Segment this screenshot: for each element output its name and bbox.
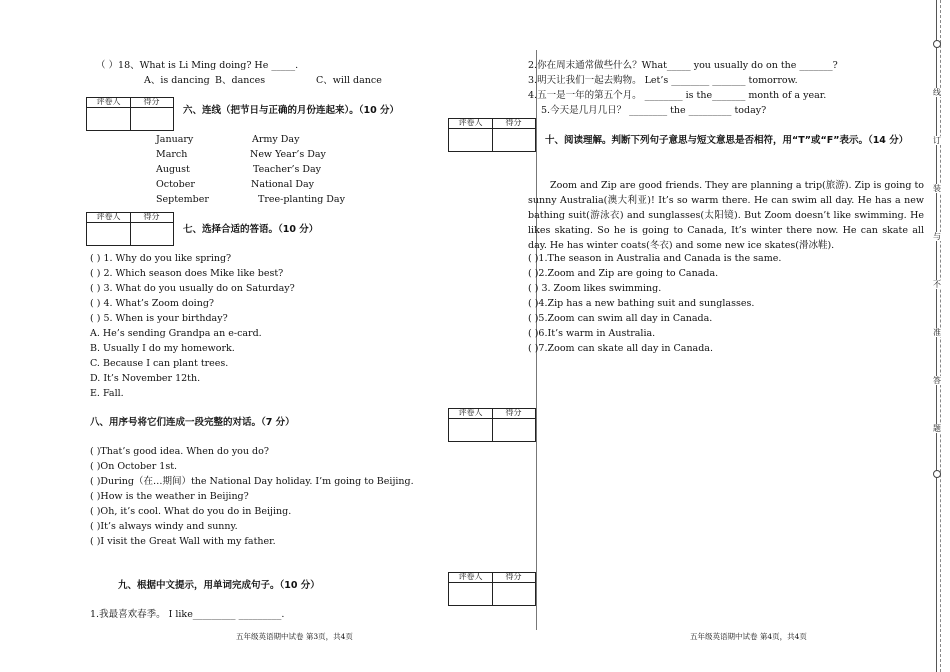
grader-box: 评卷人 得分 <box>448 408 536 442</box>
binding-char: 题 <box>933 424 941 433</box>
section-9-title: 九、根据中文提示，用单词完成句子。（10 分） <box>118 580 320 591</box>
sec7-question: ( ) 2. Which season does Mike like best? <box>90 268 284 279</box>
reading-passage: Zoom and Zip are good friends. They are planning a trip(旅游). Zip is going to sunny Australia(澳大利亚)! It’s so warm there. He can swim all day. He has a new bathing suit(游泳衣) and sunglasses(太阳镜). But Zoom doesn’t like swimming. He likes skating. So he is going to Canada, It’s winter there now. He can skate all day. He has winter coats(冬衣) and some new ice skates(滑冰鞋). <box>528 180 924 251</box>
binding-char: 订 <box>933 136 941 145</box>
sec7-option: B. Usually I do my homework. <box>90 343 235 354</box>
q18-option-c: C、will dance <box>316 75 382 86</box>
binding-char: 装 <box>933 184 941 193</box>
month-item: January <box>156 134 194 145</box>
sec8-line: ( )I visit the Great Wall with my father. <box>90 536 276 547</box>
sec10-item: ( )4.Zip has a new bathing suit and sunglasses. <box>528 298 755 309</box>
month-item: October <box>156 179 195 190</box>
sec9-item: 3.明天让我们一起去购物。 Let’s ________ _______ tomorrow. <box>528 75 798 86</box>
sec7-question: ( ) 4. What’s Zoom doing? <box>90 298 215 309</box>
binding-hole-icon <box>933 40 941 48</box>
sec8-line: ( )On October 1st. <box>90 461 178 472</box>
holiday-item: New Year’s Day <box>250 149 326 160</box>
sec9-item: 2.你在周末通常做些什么？What_____ you usually do on the _______? <box>528 60 838 71</box>
holiday-item: Tree-planting Day <box>258 194 345 205</box>
holiday-item: Army Day <box>252 134 300 145</box>
section-6-title: 六、连线（把节日与正确的月份连起来）。（10 分） <box>183 105 400 116</box>
binding-hole-icon <box>933 470 941 478</box>
page-footer-left: 五年级英语期中试卷 第3页，共4页 <box>236 632 353 641</box>
sec9-item: 5.今天是几月几日？ ________ the _________ today? <box>541 105 767 116</box>
binding-char: 答 <box>933 376 941 385</box>
grader-box: 评卷人 得分 <box>448 572 536 606</box>
sec9-item: 4.五一是一年的第五个月。 ________ is the_______ month of a year. <box>528 90 827 101</box>
section-7-title: 七、选择合适的答语。（10 分） <box>183 224 319 235</box>
sec7-option: E. Fall. <box>90 388 124 399</box>
sec8-line: ( )Oh, it’s cool. What do you do in Beijing. <box>90 506 292 517</box>
holiday-item: Teacher’s Day <box>253 164 322 175</box>
month-item: March <box>156 149 188 160</box>
sec10-item: ( )5.Zoom can swim all day in Canada. <box>528 313 713 324</box>
page-divider <box>536 50 537 630</box>
sec7-question: ( ) 5. When is your birthday? <box>90 313 228 324</box>
sec7-option: A. He’s sending Grandpa an e-card. <box>90 328 262 339</box>
sec10-item: ( )2.Zoom and Zip are going to Canada. <box>528 268 719 279</box>
q18-option-b: B、dances <box>215 75 266 86</box>
sec7-option: D. It’s November 12th. <box>90 373 201 384</box>
section-8-title: 八、用序号将它们连成一段完整的对话。（7 分） <box>90 417 295 428</box>
page-footer-right: 五年级英语期中试卷 第4页，共4页 <box>690 632 807 641</box>
sec10-item: ( )6.It’s warm in Australia. <box>528 328 656 339</box>
sec8-line: ( )That’s good idea. When do you do? <box>90 446 269 457</box>
section-10-title: 十、阅读理解。判断下列句子意思与短文意思是否相符，用“T”或“F”表示。（14 分） <box>545 135 909 146</box>
binding-char: 准 <box>933 328 941 337</box>
sec7-question: ( ) 1. Why do you like spring? <box>90 253 232 264</box>
sec7-option: C. Because I can plant trees. <box>90 358 229 369</box>
sec8-line: ( )It’s always windy and sunny. <box>90 521 238 532</box>
sec10-item: ( )7.Zoom can skate all day in Canada. <box>528 343 713 354</box>
q18-text: （ ）18、What is Li Ming doing? He _____. <box>96 60 299 71</box>
sec10-item: ( )1.The season in Australia and Canada is the same. <box>528 253 782 264</box>
month-item: August <box>156 164 190 175</box>
binding-char: 不 <box>933 280 941 289</box>
sec10-item: ( ) 3. Zoom likes swimming. <box>528 283 662 294</box>
grader-box: 评卷人 得分 <box>86 212 174 246</box>
holiday-item: National Day <box>251 179 315 190</box>
sec8-line: ( )During（在…期间）the National Day holiday. I’m going to Beijing. <box>90 476 414 487</box>
q18-option-a: A、is dancing <box>144 75 210 86</box>
sec8-line: ( )How is the weather in Beijing? <box>90 491 249 502</box>
binding-char: 线 <box>933 88 941 97</box>
grader-box: 评卷人 得分 <box>86 97 174 131</box>
sec9-item: 1.我最喜欢春季。 I like_________ _________. <box>90 609 285 620</box>
binding-char: 与 <box>933 232 941 241</box>
sec7-question: ( ) 3. What do you usually do on Saturday? <box>90 283 295 294</box>
month-item: September <box>156 194 209 205</box>
grader-box: 评卷人 得分 <box>448 118 536 152</box>
